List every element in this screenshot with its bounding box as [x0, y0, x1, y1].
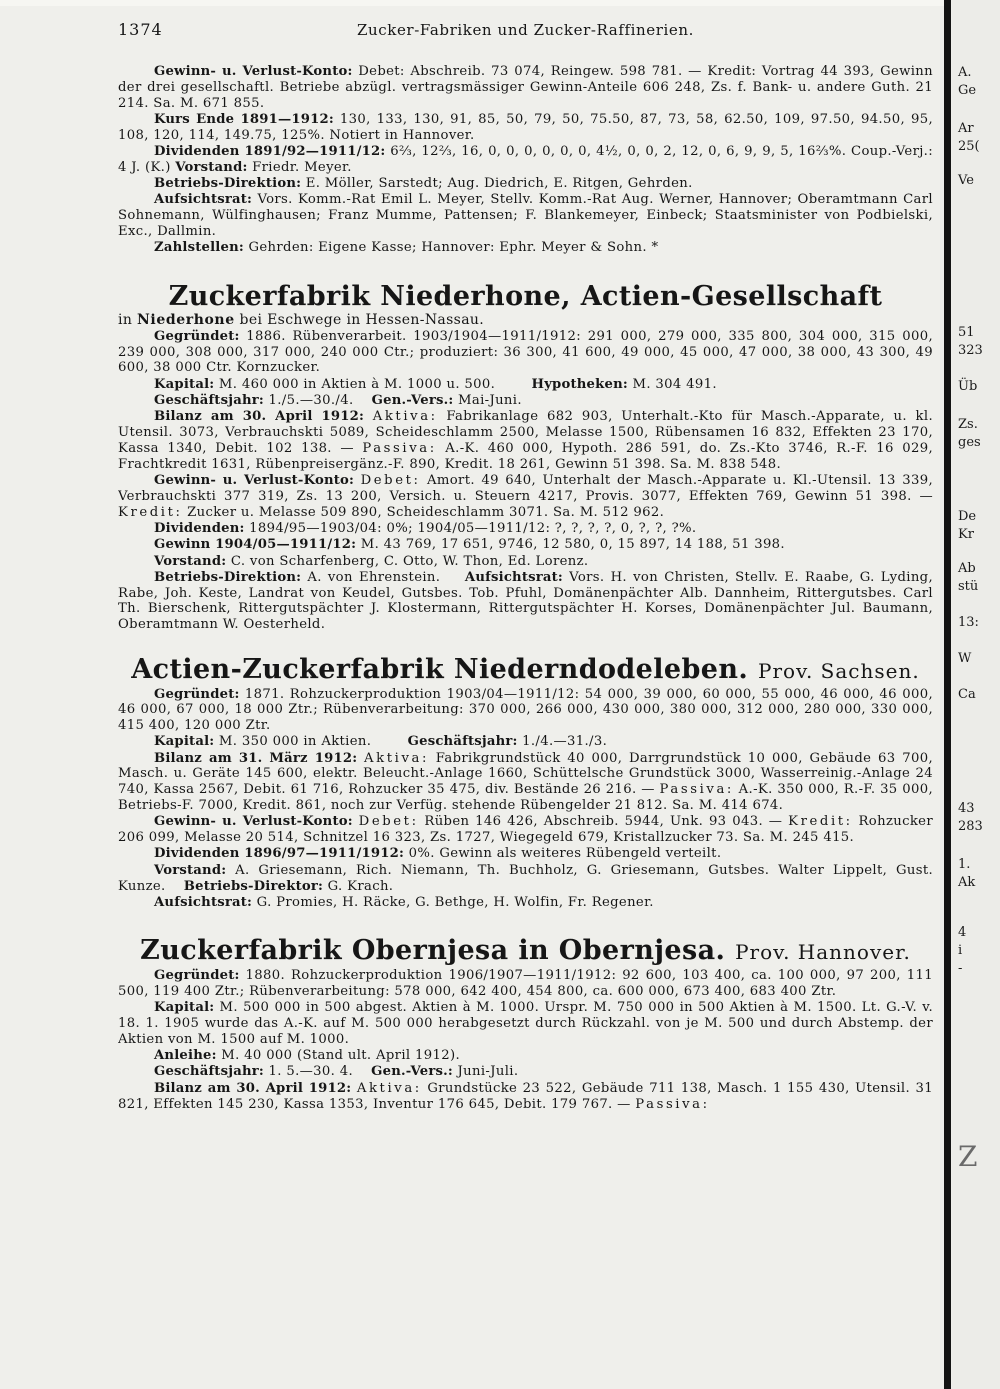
betrieb-label: Betriebs-Direktor: — [183, 878, 324, 894]
general-meeting-label: Gen.-Vers.: — [371, 1064, 453, 1080]
balance-label: Bilanz am 30. April 1912: — [154, 409, 365, 425]
guv-label: Gewinn- u. Verlust-Konto: — [154, 814, 353, 830]
guv-paragraph — [118, 473, 933, 520]
capital-paragraph — [118, 1000, 933, 1047]
balance-paragraph — [118, 1081, 933, 1113]
liabilities-label: Passiva: — [362, 440, 437, 456]
founded-text: 1886. Rübenverarbeit. 1903/1904—1911/1912: 291 000, 279 000, 335 800, 304 000, 315 000, 239 000, 308 000, 317 000, 240 000 Ctr.; produziert: 36 300, 41 600, 49 000, 45 000, 47 000, 38 000, 43 300, 49 600, 38 000 Ctr. Kornzucker. — [118, 328, 933, 376]
page-edge — [0, 0, 944, 6]
adjacent-fragment: 323 — [958, 343, 983, 358]
capital-text: M. 500 000 in 500 abgest. Aktien à M. 1000. Urspr. M. 750 000 in 500 Aktien à M. 1500. Lt. G.-V. v. 18. 1. 1905 wurde das A.-K. auf M. 500 000 herabgesetzt durch Rückzahl. von je M. 500 und durch Abstemp. der Aktien von M. 1500 auf M. 1000. — [118, 1000, 933, 1047]
book-gutter — [944, 0, 951, 1389]
capital-label: Kapital: — [154, 734, 215, 750]
credit-text: Zucker u. Melasse 509 890, Scheideschlamm 3071. Sa. M. 512 962. — [187, 504, 665, 520]
adjacent-fragment: De — [958, 509, 977, 524]
loan-paragraph — [118, 1048, 933, 1064]
entry-previous-continued — [118, 64, 933, 256]
profit-paragraph — [118, 537, 933, 553]
mortgage-label: Hypotheken: — [531, 376, 628, 392]
loan-label: Anleihe: — [154, 1048, 217, 1064]
dividend-text: 0%. Gewinn als weiteres Rübengeld verteilt. — [408, 846, 722, 862]
adjacent-page-strip — [952, 0, 1000, 1389]
fiscal-year-paragraph — [118, 1064, 933, 1080]
kurs-paragraph — [118, 112, 933, 144]
balance-paragraph — [118, 409, 933, 472]
dividend-paragraph — [118, 144, 933, 176]
debit-label: Debet: — [360, 473, 421, 489]
assets-text: Fabrikgrundstück 40 000, Darrgrundstück 10 000, Gebäude 63 700, Masch. u. Geräte 145 600, elektr. Beleucht.-Anlage 1660, Schüttelsche Grundstück 3000, Wasserreinig.-Anlage 24 740, Kassa 2567, Debit. 61 716, Rohzucker 35 475, div. Bestände 26 216. — — [118, 750, 933, 798]
betrieb-text: E. Möller, Sarstedt; Aug. Diedrich, E. Ritgen, Gehrden. — [305, 176, 693, 192]
entry-obernjesa — [118, 935, 933, 1112]
capital-label: Kapital: — [154, 376, 215, 392]
debit-label: Debet: — [358, 814, 419, 830]
adjacent-fragment: Ar — [958, 121, 974, 136]
aufsicht-text: Vors. H. von Christen, Stellv. E. Raabe, G. Lyding, Rabe, Joh. Keste, Landrat von Keudel, Gutsbes. Tob. Pfuhl, Domänenpächter Alb. Dannheim, Rittergutsbes. Carl Th. Bierschenk, Rittergutspächter J. Klostermann, Rittergutspächter H. Korses, Domänenpächter Jul. Baumann, Oberamtmann W. Oesterheld. — [118, 569, 933, 633]
founded-paragraph — [118, 968, 933, 1000]
aufsicht-label: Aufsichtsrat: — [154, 192, 253, 208]
adjacent-fragment: 25( — [958, 139, 980, 154]
company-title: Zuckerfabrik Niederhone, Actien-Gesellschaft — [168, 280, 883, 312]
credit-label: Kredit: — [118, 504, 183, 520]
vorstand-text: Friedr. Meyer. — [252, 159, 352, 175]
entry-niederndodeleben — [118, 654, 933, 911]
guv-text: Debet: Abschreib. 73 074, Reingew. 598 781. — Kredit: Vortrag 44 393, Gewinn der drei gesellschaftl. Betriebe abzügl. vertragsmässiger Gewinn-Anteile 606 248, Zs. f. Bank- u. andere Guth. 21 214. Sa. M. 671 855. — [118, 64, 933, 111]
zahl-paragraph — [118, 240, 933, 256]
liabilities-label: Passiva: — [659, 782, 734, 798]
aufsicht-paragraph — [118, 192, 933, 239]
vorstand-label: Vorstand: — [154, 553, 227, 569]
adjacent-fragment: 283 — [958, 819, 983, 834]
adjacent-fragment: stü — [958, 579, 979, 594]
aufsicht-text: G. Promies, H. Räcke, G. Bethge, H. Wolfin, Fr. Regener. — [256, 894, 654, 910]
vorstand-paragraph — [118, 863, 933, 895]
balance-paragraph — [118, 751, 933, 814]
adjacent-fragment: A. — [958, 65, 972, 80]
general-meeting-text: Mai-Juni. — [458, 393, 522, 409]
guv-paragraph — [118, 64, 933, 111]
location-prefix: in — [118, 311, 133, 328]
company-title — [118, 935, 933, 968]
fiscal-year-label: Geschäftsjahr: — [407, 734, 518, 750]
profit-text: M. 43 769, 17 651, 9746, 12 580, 0, 15 897, 14 188, 51 398. — [360, 537, 785, 553]
dividend-label: Dividenden 1896/97—1911/1912: — [154, 846, 405, 862]
betrieb-label: Betriebs-Direktion: — [154, 569, 302, 585]
debit-text: Rüben 146 426, Abschreib. 5944, Unk. 93 043. — — [424, 814, 783, 830]
adjacent-fragment: - — [958, 961, 963, 976]
betrieb-paragraph — [118, 176, 933, 192]
dividend-text: 1894/95—1903/04: 0%; 1904/05—1911/12: ?, ?, ?, ?, 0, ?, ?, ?%. — [249, 520, 697, 536]
mortgage-text: M. 304 491. — [632, 376, 717, 392]
adjacent-fragment: 51 — [958, 325, 975, 340]
loan-text: M. 40 000 (Stand ult. April 1912). — [221, 1048, 461, 1064]
capital-label: Kapital: — [154, 1000, 215, 1016]
founded-text: 1871. Rohzuckerproduktion 1903/04—1911/12: 54 000, 39 000, 60 000, 55 000, 46 000, 46 000, 46 000, 67 000, 18 000 Ztr.; Rübenverarbeitung: 370 000, 266 000, 430 000, 380 000, 312 000, 280 000, 330 000, 415 400, 120 000 Ztr. — [118, 686, 933, 734]
vorstand-label: Vorstand: — [154, 862, 227, 878]
debit-text: Amort. 49 640, Unterhalt der Masch.-Apparate u. Kl.-Utensil. 13 339, Verbrauchskti 377 319, Zs. 13 200, Versich. u. Steuern 4217, Provis. 3077, Effekten 769, Gewinn 51 398. — — [118, 473, 933, 504]
adjacent-fragment: 13: — [958, 615, 979, 630]
founded-label: Gegründet: — [154, 968, 240, 984]
adjacent-fragment: W — [958, 651, 972, 666]
adjacent-fragment: ges — [958, 435, 981, 450]
adjacent-fragment: Ve — [958, 173, 974, 188]
company-name: Actien-Zuckerfabrik Niederndodeleben. — [131, 653, 749, 685]
betrieb-text: A. von Ehrenstein. — [307, 569, 441, 585]
capital-paragraph — [118, 377, 933, 393]
aufsicht-label: Aufsichtsrat: — [464, 569, 564, 585]
liabilities-text: A.-K. 350 000, R.-F. 35 000, Betriebs-F. 7000, Kredit. 861, noch zur Verfüg. stehende Rübengelder 21 812. Sa. M. 414 674. — [118, 782, 933, 814]
zahl-text: Gehrden: Eigene Kasse; Hannover: Ephr. Meyer & Sohn. * — [248, 240, 659, 256]
founded-text: 1880. Rohzuckerproduktion 1906/1907—1911/1912: 92 600, 103 400, ca. 100 000, 97 200, 111 500, 119 400 Ztr.; Rübenverarbeitung: 578 000, 642 400, 454 800, ca. 600 000, 673 400, 683 400 Ztr. — [118, 968, 933, 999]
location-suffix: bei Eschwege in Hessen-Nassau. — [239, 311, 485, 328]
capital-text: M. 350 000 in Aktien. — [218, 734, 372, 750]
capital-text: M. 460 000 in Aktien à M. 1000 u. 500. — [218, 376, 496, 392]
adjacent-fragment: Ca — [958, 687, 976, 702]
company-province: Prov. Hannover. — [735, 940, 911, 965]
adjacent-fragment: Zs. — [958, 417, 978, 432]
page-number: 1374 — [118, 22, 163, 39]
founded-label: Gegründet: — [154, 328, 240, 344]
vorstand-paragraph — [118, 554, 933, 570]
balance-label: Bilanz am 31. März 1912: — [154, 750, 358, 766]
zahl-label: Zahlstellen: — [154, 240, 244, 256]
assets-label: Aktiva: — [364, 750, 430, 766]
company-location — [118, 313, 933, 329]
profit-label: Gewinn 1904/05—1911/12: — [154, 537, 357, 553]
book-page — [118, 22, 933, 1382]
assets-label: Aktiva: — [372, 409, 438, 425]
credit-label: Kredit: — [788, 814, 853, 830]
fiscal-year-text: 1. 5.—30. 4. — [268, 1064, 353, 1080]
dividend-label: Dividenden 1891/92—1911/12: — [154, 143, 386, 159]
kurs-label: Kurs Ende 1891—1912: — [154, 111, 334, 127]
betrieb-text: G. Krach. — [327, 878, 394, 894]
adjacent-fragment: 1. — [958, 857, 971, 872]
company-name: Zuckerfabrik Obernjesa in Obernjesa. — [140, 935, 726, 967]
general-meeting-label: Gen.-Vers.: — [371, 393, 454, 409]
vorstand-text: C. von Scharfenberg, C. Otto, W. Thon, Ed. Lorenz. — [230, 553, 589, 569]
company-title — [118, 654, 933, 687]
kurs-text: 130, 133, 130, 91, 85, 50, 79, 50, 75.50, 87, 73, 58, 62.50, 109, 97.50, 94.50, 95, 108, 120, 114, 149.75, 125%. Notiert in Hannover. — [118, 111, 933, 143]
dividend-paragraph — [118, 521, 933, 537]
assets-label: Aktiva: — [356, 1080, 422, 1096]
founded-paragraph — [118, 329, 933, 376]
fiscal-year-text: 1./5.—30./4. — [268, 393, 354, 409]
adjacent-fragment: Z — [958, 1140, 978, 1173]
betrieb-label: Betriebs-Direktion: — [154, 176, 302, 192]
adjacent-fragment: 4 — [958, 925, 967, 940]
adjacent-fragment: 43 — [958, 801, 975, 816]
page-header — [118, 22, 933, 46]
adjacent-fragment: Kr — [958, 527, 974, 542]
aufsicht-label: Aufsichtsrat: — [154, 894, 253, 910]
adjacent-fragment: Üb — [958, 379, 978, 394]
fiscal-year-text: 1./4.—31./3. — [522, 734, 608, 750]
fiscal-year-paragraph — [118, 393, 933, 409]
fiscal-year-label: Geschäftsjahr: — [154, 393, 264, 409]
company-province: Prov. Sachsen. — [757, 658, 920, 683]
adjacent-fragment: Ak — [958, 875, 976, 890]
adjacent-fragment: i — [958, 943, 963, 958]
vorstand-text: A. Griesemann, Rich. Niemann, Th. Buchholz, G. Griesemann, Gutsbes. Walter Lippelt, Gust. Kunze. — [118, 862, 933, 894]
fiscal-year-label: Geschäftsjahr: — [154, 1064, 264, 1080]
founded-paragraph — [118, 687, 933, 734]
dividend-label: Dividenden: — [154, 520, 245, 536]
aufsicht-text: Vors. Komm.-Rat Emil L. Meyer, Stellv. Komm.-Rat Aug. Werner, Hannover; Oberamtmann Carl Sohnemann, Wülfinghausen; Franz Mumme, Pattensen; F. Blankemeyer, Einbeck; Staatsminister von Podbielski, Exc., Dallmin. — [118, 192, 933, 239]
dividend-paragraph — [118, 846, 933, 862]
location-place: Niederhone — [137, 311, 235, 328]
adjacent-fragment: Ge — [958, 83, 977, 98]
assets-text: Fabrikanlage 682 903, Unterhalt.-Kto für Masch.-Apparate, u. kl. Utensil. 3073, Verbrauchskti 5089, Scheideschlamm 2500, Melasse 1500, Rübensamen 16 832, Effekten 23 170, Kassa 1340, Debit. 102 138. — — [118, 409, 933, 456]
entry-niederhone — [118, 281, 933, 633]
founded-label: Gegründet: — [154, 686, 240, 702]
guv-paragraph — [118, 814, 933, 846]
adjacent-fragment: Ab — [958, 561, 976, 576]
dividend-text: 6⅔, 12⅔, 16, 0, 0, 0, 0, 0, 0, 4½, 0, 0, 2, 12, 0, 6, 9, 9, 5, 16⅔%. Coup.-Verj.: 4 J. (K.) — [118, 143, 933, 175]
vorstand-label: Vorstand: — [175, 159, 248, 175]
liabilities-label: Passiva: — [635, 1096, 710, 1112]
balance-label: Bilanz am 30. April 1912: — [154, 1080, 352, 1096]
capital-paragraph — [118, 734, 933, 750]
guv-label: Gewinn- u. Verlust-Konto: — [154, 473, 355, 489]
betrieb-paragraph — [118, 570, 933, 633]
liabilities-text: A.-K. 460 000, Hypoth. 286 591, do. Zs.-Kto 3746, R.-F. 16 029, Frachtkredit 1631, Rübenpreisergänz.-F. 890, Kredit. 18 261, Gewinn 51 398. Sa. M. 838 548. — [118, 440, 933, 472]
aufsicht-paragraph — [118, 895, 933, 911]
running-title: Zucker-Fabriken und Zucker-Raffinerien. — [356, 22, 695, 39]
assets-text: Grundstücke 23 522, Gebäude 711 138, Masch. 1 155 430, Utensil. 31 821, Effekten 145 230, Kassa 1353, Inventur 176 645, Debit. 179 767. — — [118, 1080, 933, 1112]
guv-label: Gewinn- u. Verlust-Konto: — [154, 64, 353, 79]
credit-text: Rohzucker 206 099, Melasse 20 514, Schnitzel 16 323, Zs. 1727, Wiegegeld 679, Kristallzucker 73. Sa. M. 245 415. — [118, 814, 933, 846]
general-meeting-text: Juni-Juli. — [457, 1064, 519, 1080]
